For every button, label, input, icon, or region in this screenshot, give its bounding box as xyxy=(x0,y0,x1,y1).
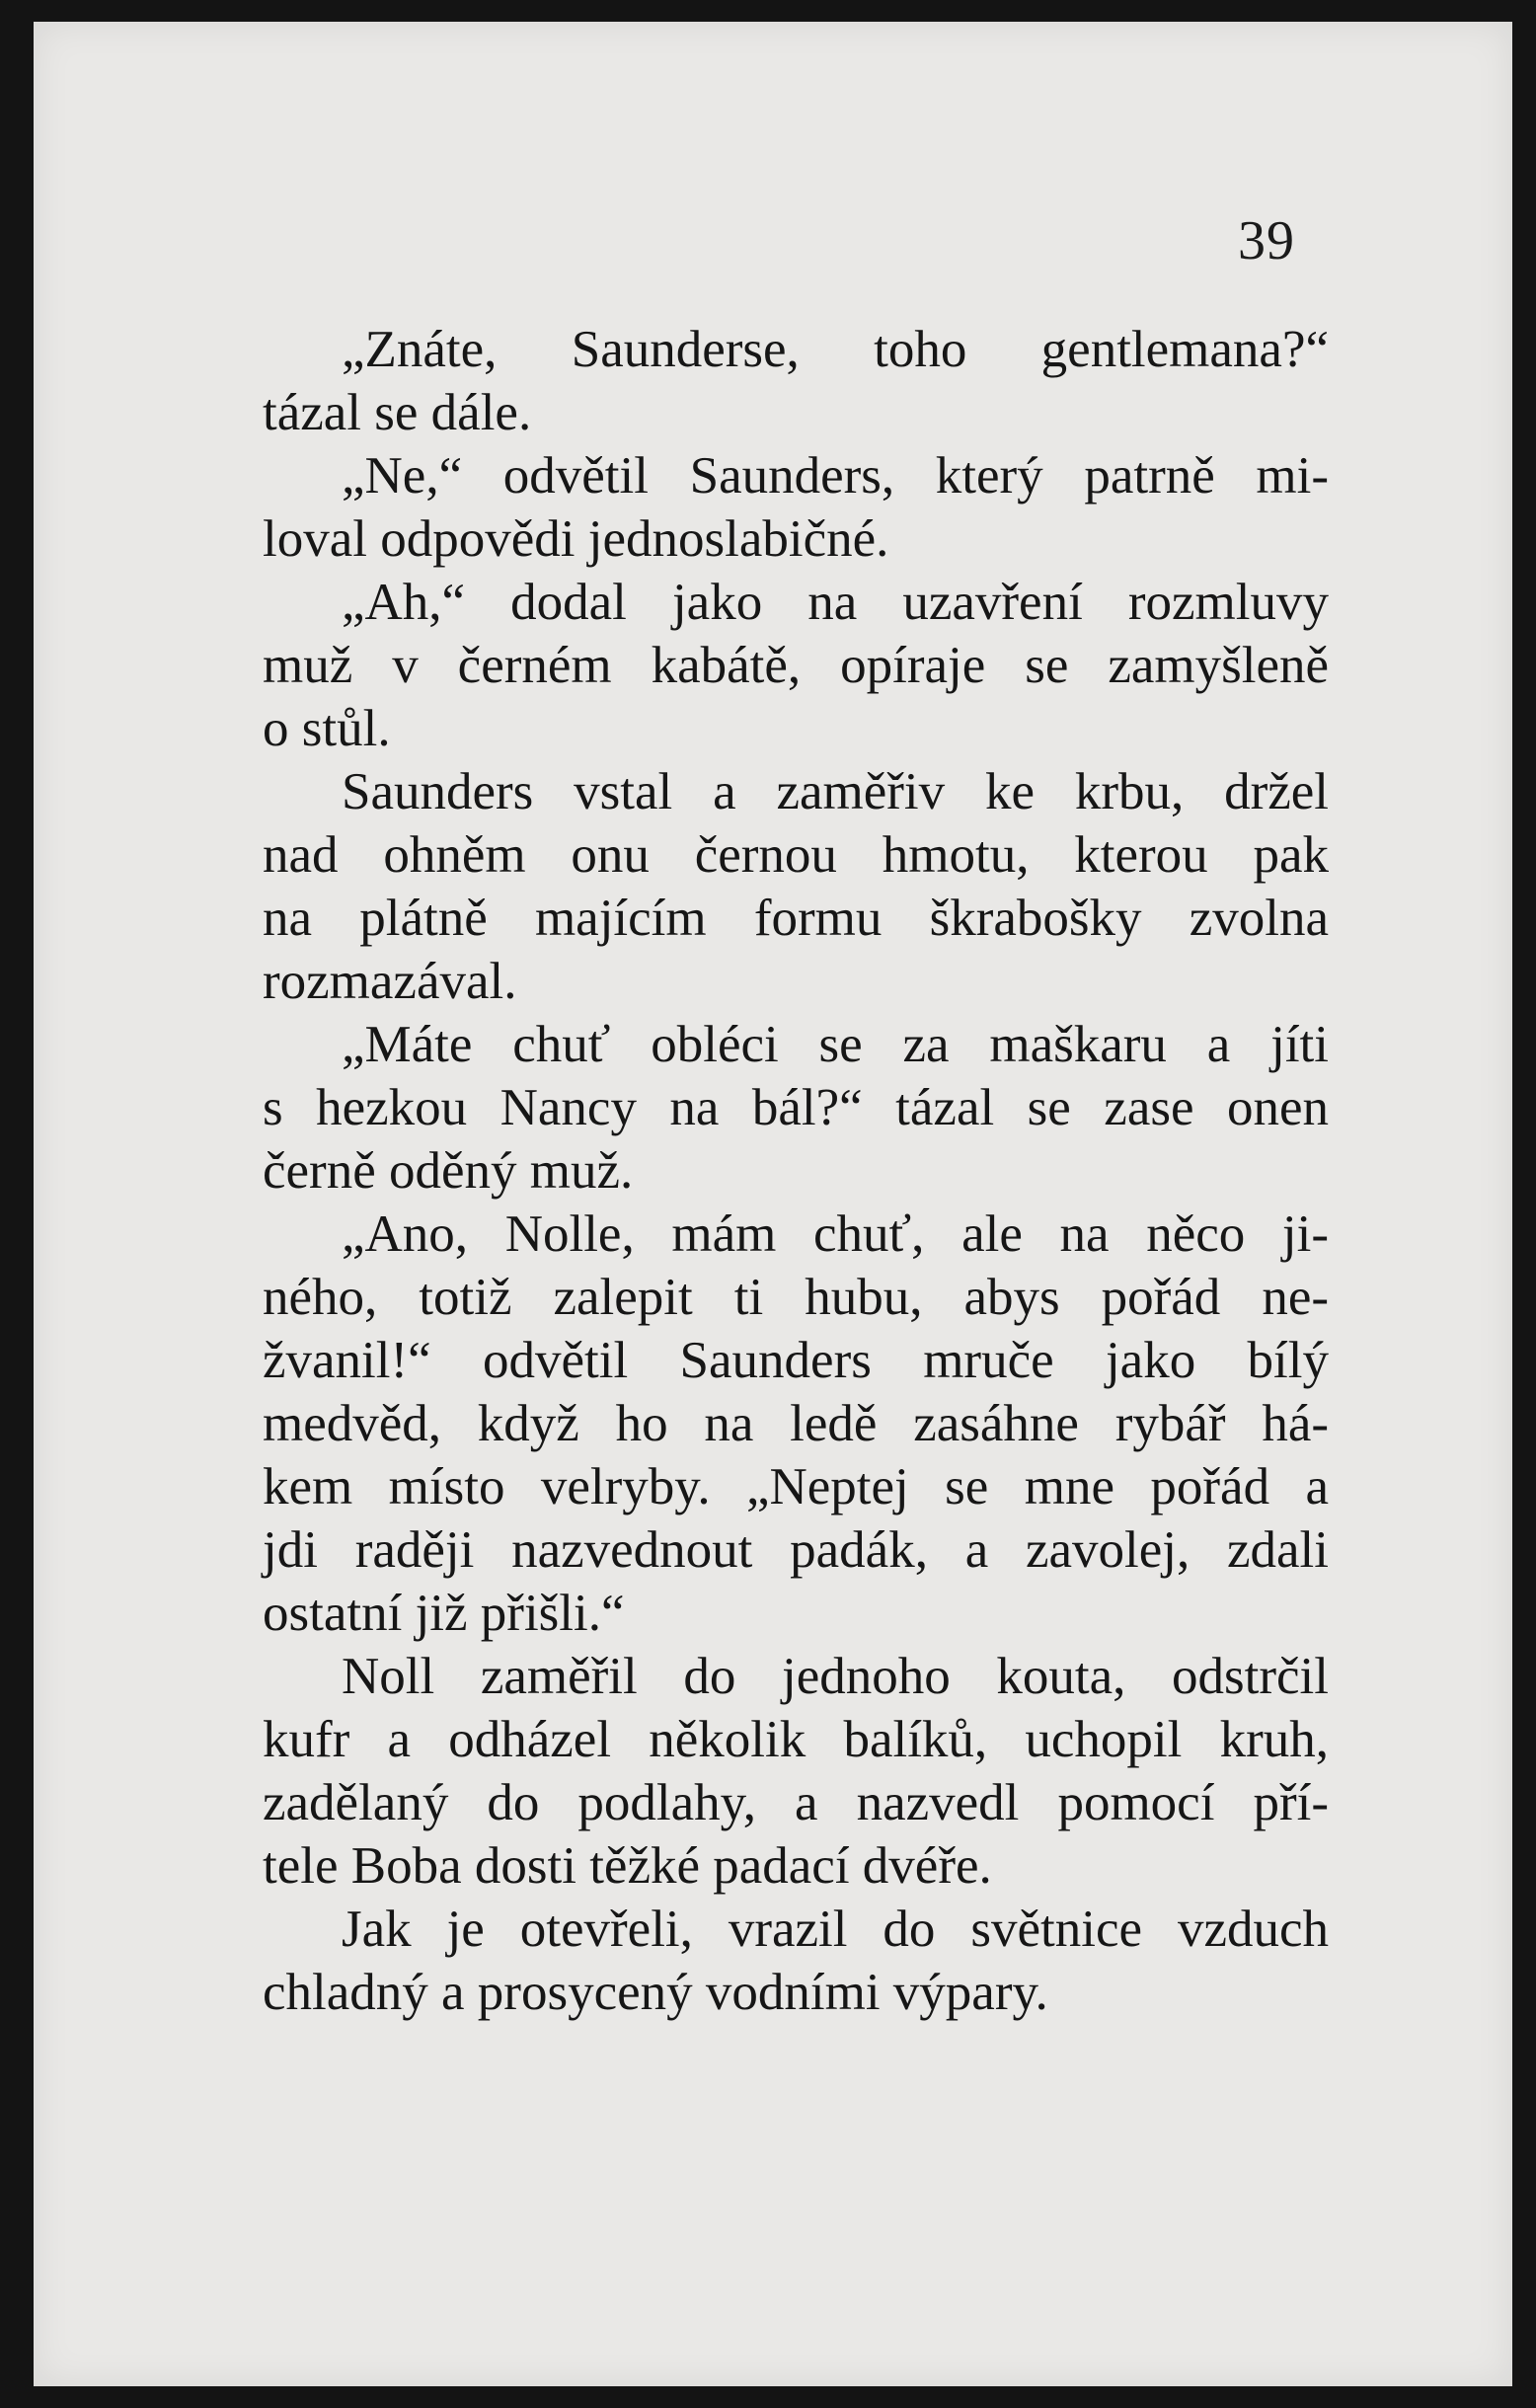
text-line: ostatní již přišli.“ xyxy=(263,1585,625,1642)
text-line: rozmazával. xyxy=(263,953,517,1010)
text-line: „Ne,“ odvětil Saunders, který patrně mi- xyxy=(342,447,1329,505)
body-text xyxy=(263,318,1329,2024)
text-line: tele Boba dosti těžké padací dvéře. xyxy=(263,1837,992,1895)
text-line: „Znáte, Saunderse, toho gentlemana?“ xyxy=(342,321,1329,378)
text-line: zadělaný do podlahy, a nazvedl pomocí pří- xyxy=(263,1774,1329,1831)
paragraph xyxy=(263,1013,1329,1203)
text-line: na plátně majícím formu škrabošky zvolna xyxy=(263,890,1329,947)
paragraph xyxy=(263,318,1329,444)
text-line: ného, totiž zalepit ti hubu, abys pořád ne- xyxy=(263,1269,1329,1326)
text-line: o stůl. xyxy=(263,700,391,757)
paragraph xyxy=(263,1203,1329,1645)
text-line: černě oděný muž. xyxy=(263,1142,634,1200)
text-line: Saunders vstal a zaměřiv ke krbu, držel xyxy=(342,763,1329,820)
paragraph xyxy=(263,571,1329,760)
text-line: Noll zaměřil do jednoho kouta, odstrčil xyxy=(342,1648,1329,1705)
text-line: loval odpovědi jednoslabičné. xyxy=(263,510,889,568)
book-page xyxy=(34,22,1512,2386)
paragraph xyxy=(263,444,1329,571)
text-line: jdi raději nazvednout padák, a zavolej, zdali xyxy=(263,1521,1329,1579)
text-line: žvanil!“ odvětil Saunders mruče jako bílý xyxy=(263,1332,1329,1389)
text-line: „Ah,“ dodal jako na uzavření rozmluvy xyxy=(342,574,1329,631)
text-line: medvěd, když ho na ledě zasáhne rybář há- xyxy=(263,1395,1329,1452)
paragraph xyxy=(263,1898,1329,2024)
text-line: kem místo velryby. „Neptej se mne pořád a xyxy=(263,1458,1329,1515)
text-line: muž v černém kabátě, opíraje se zamyšleně xyxy=(263,637,1329,694)
text-line: Jak je otevřeli, vrazil do světnice vzduch xyxy=(342,1901,1329,1958)
paragraph xyxy=(263,1645,1329,1898)
text-line: tázal se dále. xyxy=(263,384,532,441)
text-line: chladný a prosycený vodními výpary. xyxy=(263,1964,1048,2021)
text-line: s hezkou Nancy na bál?“ tázal se zase onen xyxy=(263,1079,1329,1136)
text-line: nad ohněm onu černou hmotu, kterou pak xyxy=(263,826,1329,884)
text-line: „Ano, Nolle, mám chuť, ale na něco ji- xyxy=(342,1205,1329,1263)
paragraph xyxy=(263,760,1329,1013)
page-number: 39 xyxy=(1238,210,1295,272)
text-line: kufr a odházel několik balíků, uchopil kruh, xyxy=(263,1711,1329,1768)
text-line: „Máte chuť obléci se za maškaru a jíti xyxy=(342,1016,1329,1073)
